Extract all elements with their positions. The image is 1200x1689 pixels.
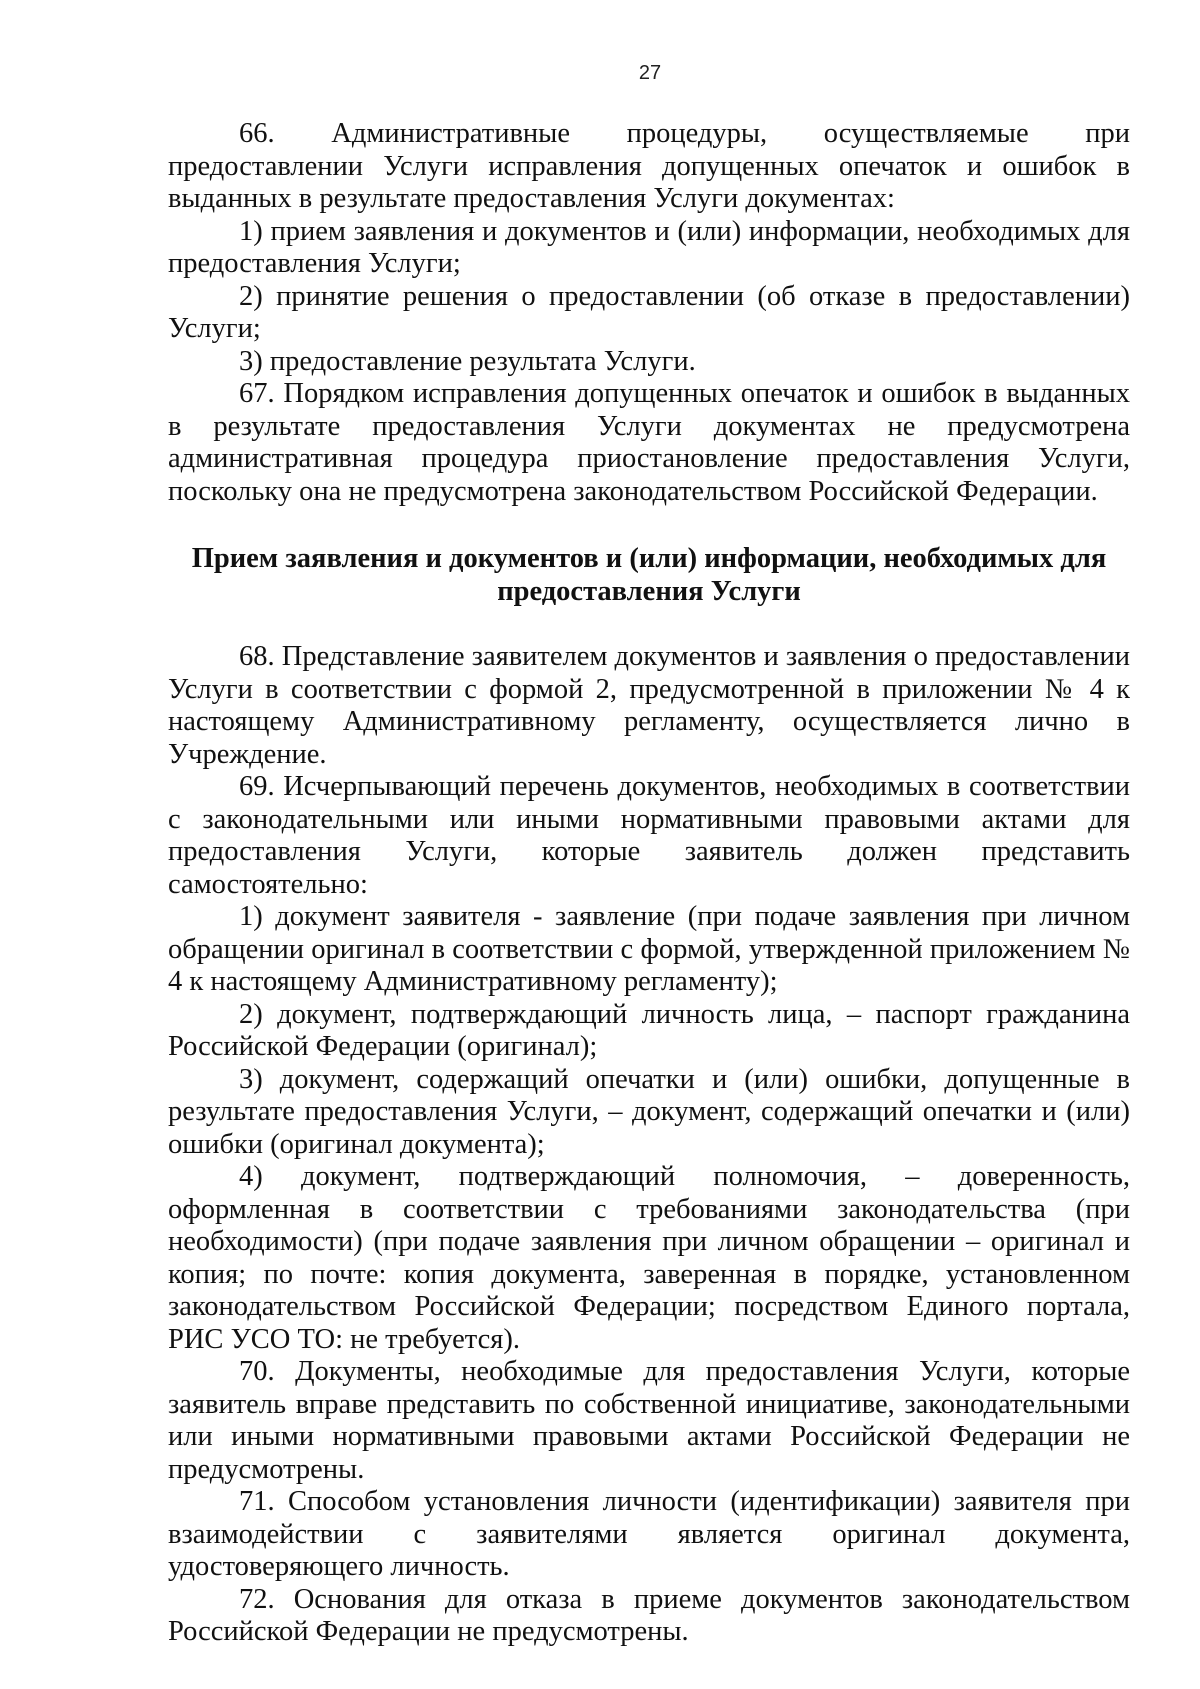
paragraph-68: 68. Представление заявителем документов и заявления о предоставлении Услуги в соответствии с формой 2, предусмотренной в приложении № 4 к настоящему Административному регламенту, осуществляется лично в Учреждение.: [168, 641, 1130, 770]
document-item-3: 3) документ, содержащий опечатки и (или) ошибки, допущенные в результате предоставления Услуги, – документ, содержащий опечатки и (или) ошибки (оригинал документа);: [168, 1063, 1130, 1160]
paragraph-66: 66. Административные процедуры, осуществляемые при предоставлении Услуги исправления допущенных опечаток и ошибок в выданных в результате предоставления Услуги документах:: [168, 118, 1130, 214]
paragraph-72: 72. Основания для отказа в приеме документов законодательством Российской Федерации не предусмотрены.: [168, 1583, 1130, 1647]
paragraph-69: 69. Исчерпывающий перечень документов, необходимых в соответствии с законодательными или иными нормативными правовыми актами для предоставления Услуги, которые заявитель должен представить самостоятельно:: [168, 771, 1130, 900]
list-item-1: 1) прием заявления и документов и (или) информации, необходимых для предоставления Услуги;: [168, 215, 1130, 279]
paragraph-71: 71. Способом установления личности (идентификации) заявителя при взаимодействии с заявителями является оригинал документа, удостоверяющего личность.: [168, 1486, 1130, 1582]
list-item-3: 3) предоставление результата Услуги.: [239, 345, 696, 377]
document-body: [168, 118, 1130, 1649]
paragraph-67: 67. Порядком исправления допущенных опечаток и ошибок в выданных в результате предоставления Услуги документах не предусмотрена административная процедура приостановление предоставления Услуги, поскольку она не предусмотрена законодательством Российской Федерации.: [168, 378, 1130, 507]
list-item-2: 2) принятие решения о предоставлении (об отказе в предоставлении) Услуги;: [168, 280, 1130, 344]
page-number: 27: [638, 62, 662, 84]
section-heading: Прием заявления и документов и (или) информации, необходимых для предоставления Услуги: [191, 543, 1107, 607]
paragraph-70: 70. Документы, необходимые для предоставления Услуги, которые заявитель вправе представить по собственной инициативе, законодательными или иными нормативными правовыми актами Российской Федерации не предусмотрены.: [168, 1356, 1130, 1485]
document-item-4: 4) документ, подтверждающий полномочия, – доверенность, оформленная в соответствии с требованиями законодательства (при необходимости) (при подаче заявления при личном обращении – оригинал и копия; по почте: копия документа, заверенная в порядке, установленном законодательством Российской Федерации; посредством Единого портала, РИС УСО ТО: не требуется).: [168, 1161, 1130, 1355]
document-item-2: 2) документ, подтверждающий личность лица, – паспорт гражданина Российской Федерации (оригинал);: [168, 998, 1130, 1062]
document-item-1: 1) документ заявителя - заявление (при подаче заявления при личном обращении оригинал в соответствии с формой, утвержденной приложением № 4 к настоящему Административному регламенту);: [168, 901, 1130, 997]
